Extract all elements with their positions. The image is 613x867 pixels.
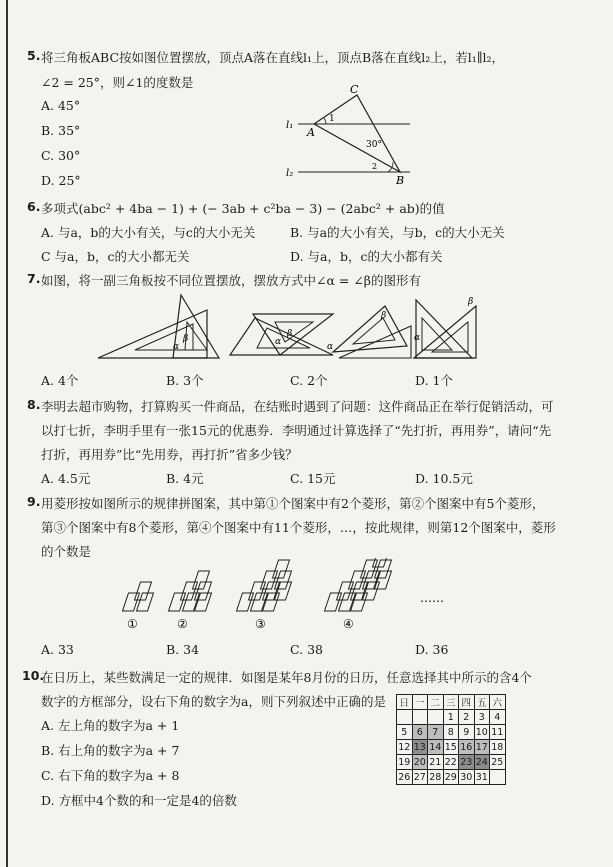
calendar-day-cell: 16: [460, 741, 473, 753]
calendar-day-cell: 11: [491, 726, 504, 738]
calendar-day-cell: 15: [444, 741, 457, 753]
q9-text-line3: 的个数是: [41, 544, 92, 559]
rhombus: [375, 571, 392, 589]
q6-number: 6.: [27, 199, 41, 214]
q5-label-l1: l₁: [286, 120, 294, 131]
q7-number: 7.: [27, 271, 41, 286]
q10-option-a: A. 左上角的数字为a + 1: [41, 718, 180, 733]
calendar-day-cell: 7: [428, 725, 444, 740]
page-edge-line: [6, 0, 8, 867]
q9-text-line2: 第③个图案中有8个菱形，第④个图案中有11个菱形，…，按此规律，则第12个图案中，菱形: [41, 520, 556, 535]
q7-fig4-alpha: α: [414, 333, 421, 343]
calendar-header-cell: 三: [443, 695, 459, 710]
q9-option-d: D. 36: [415, 642, 449, 657]
q5-number: 5.: [27, 48, 41, 63]
q9-label-2: ②: [177, 617, 188, 631]
calendar-day-cell: 18: [491, 741, 504, 753]
calendar-day-cell: 3: [474, 710, 490, 725]
q10-text-line1: 在日历上，某些数满足一定的规律．如图是某年8月份的日历，任意选择其中所示的含4个: [41, 670, 532, 685]
calendar-day-cell: 28: [429, 771, 442, 783]
rhombus: [273, 560, 290, 578]
q8-text-line1: 李明去超市购物，打算购买一件商品，在结账时遇到了问题：这件商品正在举行促销活动，可: [41, 399, 554, 414]
q9-label-4: ④: [343, 617, 354, 631]
q5-label-angle2: 2: [372, 162, 378, 171]
q10-option-b: B. 右上角的数字为a + 7: [41, 743, 180, 758]
q5-option-b: B. 35°: [41, 123, 81, 138]
rhombus: [351, 593, 368, 611]
calendar-week-row: [397, 725, 506, 740]
calendar-header-cell: 六: [490, 695, 506, 710]
q6-option-a: A. 与a，b的大小有关，与c的大小无关: [41, 225, 256, 240]
q10-text-line2: 数字的方框部分，设右下角的数字为a，则下列叙述中正确的是: [41, 694, 386, 709]
q5-triangle-figure: [280, 80, 420, 185]
q7-figure-3: [325, 292, 415, 362]
q5-text-line1: 将三角板ABC按如图位置摆放，顶点A落在直线l₁上，顶点B落在直线l₂上，若l₁∥l₂，: [41, 50, 505, 65]
calendar-day-cell: [412, 710, 428, 725]
calendar-day-cell: 10: [475, 726, 488, 738]
calendar-day-cell: [490, 770, 506, 785]
calendar-header-cell: 四: [459, 695, 475, 710]
calendar-header-cell: 二: [428, 695, 444, 710]
q8-option-c: C. 15元: [290, 471, 336, 486]
q8-option-d: D. 10.5元: [415, 471, 473, 486]
q6-text: 多项式(abc² + 4ba − 1) + (− 3ab + c²ba − 3) − (2abc² + ab)的值: [41, 201, 445, 216]
calendar-day-cell: 4: [490, 710, 506, 725]
q8-option-b: B. 4元: [166, 471, 204, 486]
calendar-day-cell: 24: [475, 756, 488, 768]
calendar-day-cell: [428, 710, 444, 725]
q5-label-30deg: 30°: [366, 140, 382, 150]
calendar-header-cell: 五: [474, 695, 490, 710]
q5-label-a: A: [307, 126, 315, 139]
q9-text-line1: 用菱形按如图所示的规律拼图案，其中第①个图案中有2个菱形，第②个图案中有5个菱形，: [41, 496, 545, 511]
q10-number: 10.: [22, 668, 45, 683]
q6-option-b: B. 与a的大小有关，与b，c的大小无关: [290, 225, 505, 240]
calendar-day-cell: 29: [444, 771, 457, 783]
q7-option-b: B. 3个: [166, 373, 204, 388]
q9-label-1: ①: [127, 617, 138, 631]
q7-option-d: D. 1个: [415, 373, 453, 388]
q7-fig2-beta: β: [287, 329, 293, 339]
calendar-day-cell: 2: [459, 710, 475, 725]
q6-option-d: D. 与a，b，c的大小都有关: [290, 249, 443, 264]
rhombus: [275, 582, 292, 600]
calendar-day-cell: 17: [475, 741, 488, 753]
calendar-day-cell: [397, 710, 413, 725]
rhombus: [193, 571, 210, 589]
q9-number: 9.: [27, 494, 41, 509]
q9-ellipsis: ……: [420, 591, 444, 605]
q8-text-line2: 以打七折，李明手里有一张15元的优惠券．李明通过计算选择了“先打折，再用券”，请问“先: [41, 423, 552, 438]
q9-label-3: ③: [255, 617, 266, 631]
calendar-day-cell: 8: [443, 725, 459, 740]
q7-fig4-beta: β: [468, 297, 474, 307]
q7-fig1-alpha: α: [173, 342, 180, 352]
q5-option-d: D. 25°: [41, 173, 81, 188]
calendar-day-cell: 19: [398, 756, 411, 768]
calendar-day-cell: 1: [443, 710, 459, 725]
rhombus: [363, 582, 380, 600]
q5-text-line2: ∠2 = 25°，则∠1的度数是: [41, 75, 194, 90]
q7-figure-2: [225, 292, 340, 362]
calendar-header-cell: 一: [412, 695, 428, 710]
calendar-day-cell: 6: [412, 725, 428, 740]
calendar-day-cell: 20: [413, 756, 426, 768]
calendar-week-row: [397, 755, 506, 770]
q7-fig2-alpha: α: [275, 337, 282, 347]
calendar-day-cell: 5: [397, 725, 413, 740]
q5-label-b: B: [396, 174, 405, 185]
q9-option-b: B. 34: [166, 642, 200, 657]
q7-figure-4: [410, 292, 485, 362]
rhombus: [135, 582, 152, 600]
calendar-day-cell: 31: [475, 771, 488, 783]
calendar-day-cell: 30: [460, 771, 473, 783]
calendar-day-cell: 13: [413, 741, 426, 753]
calendar-week-row: [397, 740, 506, 755]
calendar-day-cell: 21: [429, 756, 442, 768]
q5-label-c: C: [350, 83, 359, 96]
q5-label-l2: l₂: [286, 168, 294, 179]
q5-option-c: C. 30°: [41, 148, 81, 163]
rhombus: [263, 593, 280, 611]
calendar-day-cell: 12: [398, 741, 411, 753]
q7-text: 如图，将一副三角板按不同位置摆放，摆放方式中∠α = ∠β的图形有: [41, 273, 422, 288]
q10-august-calendar: [396, 694, 506, 785]
q5-option-a: A. 45°: [41, 98, 81, 113]
calendar-day-cell: 25: [491, 756, 504, 768]
rhombus: [373, 558, 390, 567]
q8-option-a: A. 4.5元: [41, 471, 91, 486]
calendar-day-cell: 23: [460, 756, 473, 768]
q7-fig3-alpha: α: [327, 342, 334, 352]
q10-option-d: D. 方框中4个数的和一定是4的倍数: [41, 793, 237, 808]
q7-figure-1: [95, 292, 230, 362]
calendar-week-row: [397, 710, 506, 725]
q9-rhombus-patterns: [115, 558, 455, 632]
q5-label-angle1: 1: [329, 114, 335, 124]
calendar-day-cell: 9: [459, 725, 475, 740]
q7-option-a: A. 4个: [41, 373, 79, 388]
calendar-day-cell: 26: [398, 771, 411, 783]
calendar-header-row: [397, 695, 506, 710]
calendar-day-cell: 14: [429, 741, 442, 753]
rhombus: [195, 593, 212, 611]
q9-option-a: A. 33: [41, 642, 74, 657]
calendar-header-cell: 日: [397, 695, 413, 710]
q8-text-line3: 打折，再用券”比“先用券，再打折”省多少钱？: [41, 447, 298, 462]
q7-option-c: C. 2个: [290, 373, 328, 388]
q10-option-c: C. 右下角的数字为a + 8: [41, 768, 180, 783]
q6-option-c: C 与a，b，c的大小都无关: [41, 249, 190, 264]
q8-number: 8.: [27, 397, 41, 412]
q7-fig1-beta: β: [183, 334, 189, 344]
calendar-day-cell: 27: [413, 771, 426, 783]
q9-option-c: C. 38: [290, 642, 323, 657]
calendar-day-cell: 22: [444, 756, 457, 768]
q7-fig3-beta: β: [381, 311, 387, 321]
calendar-week-row: [397, 770, 506, 785]
